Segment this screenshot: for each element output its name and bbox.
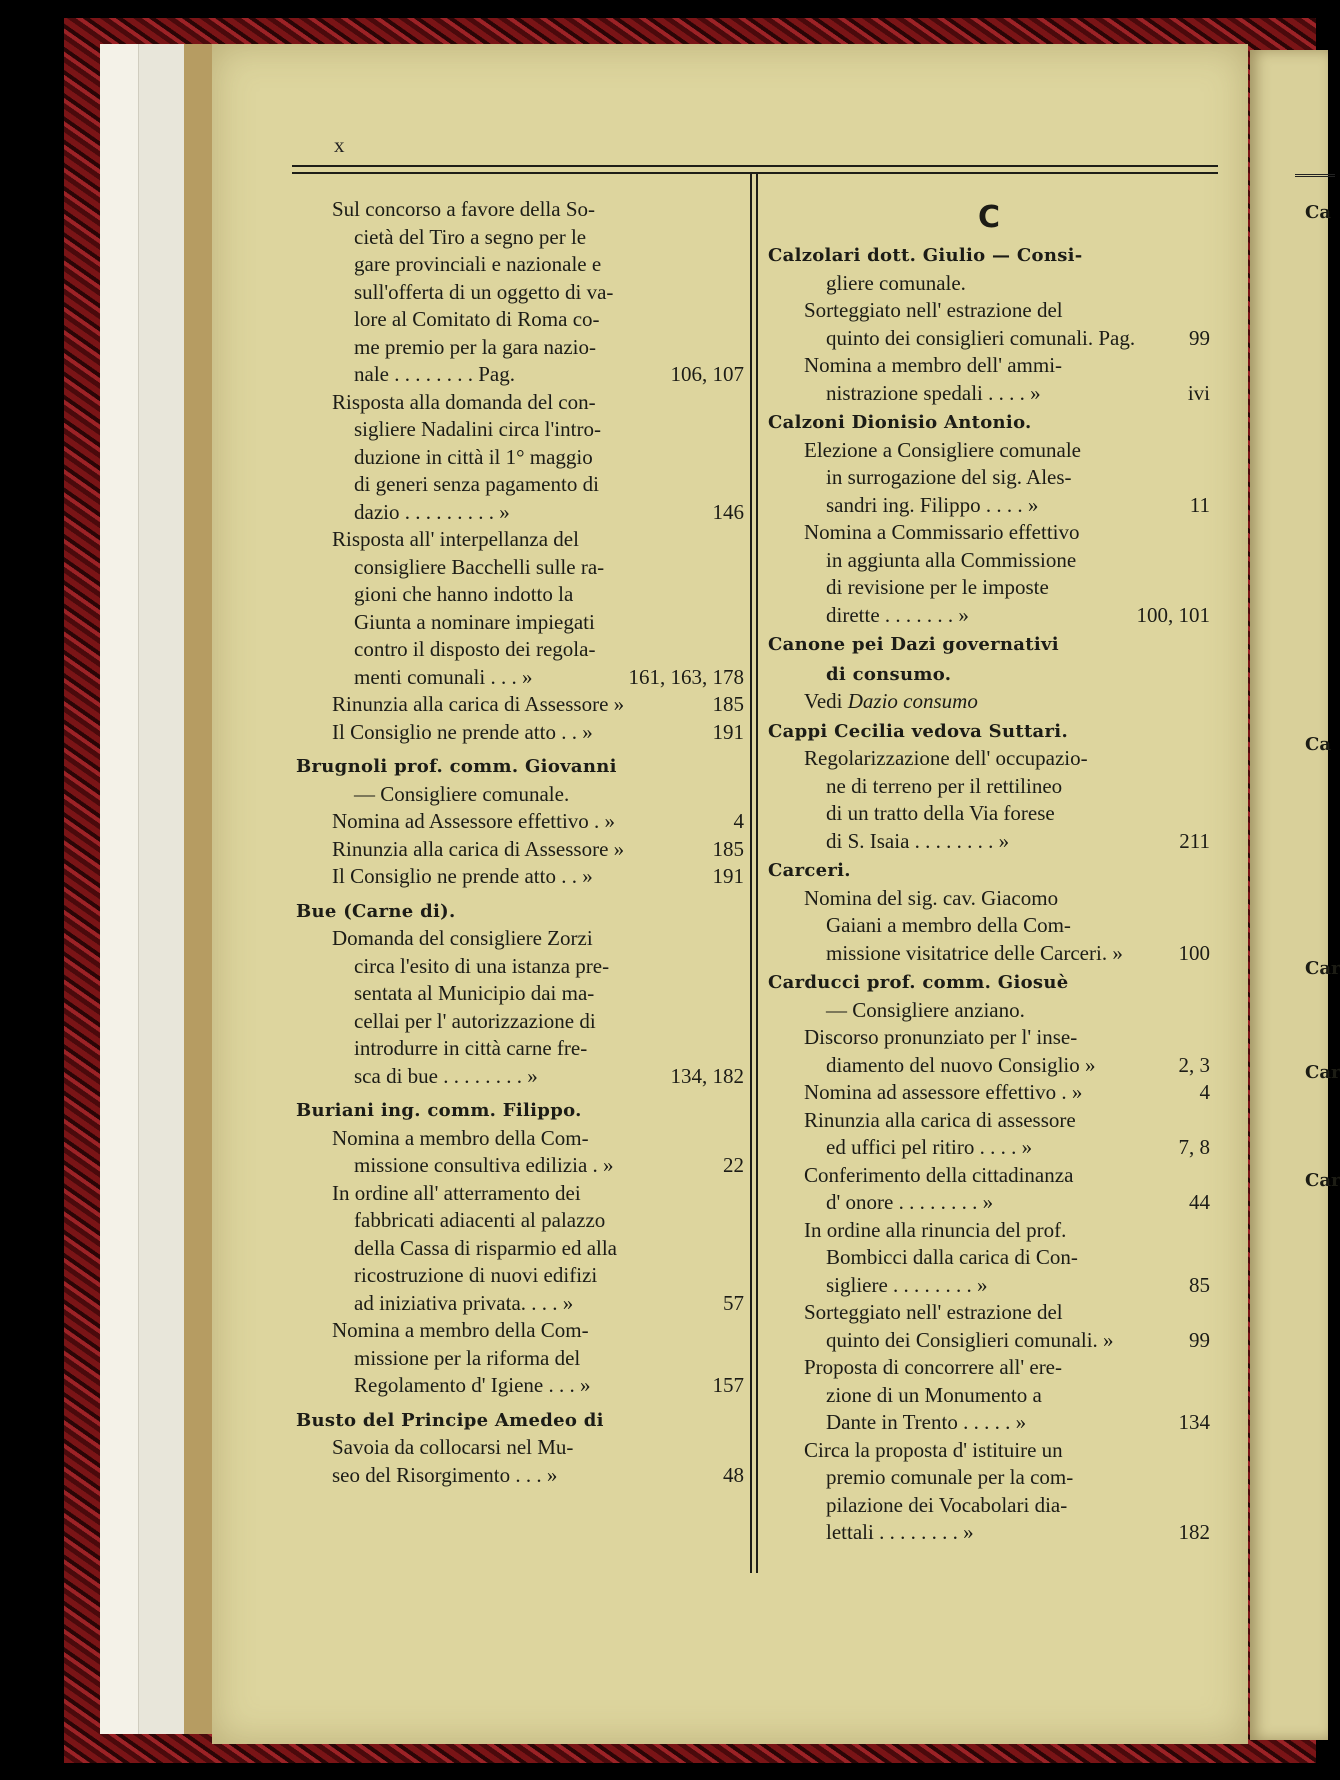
index-entry — [296, 1434, 744, 1462]
index-heading — [768, 409, 1210, 437]
left-index-column — [296, 196, 744, 1489]
entry-text: gioni che hanno indotto la — [354, 582, 574, 606]
entry-text: Regolamento d' Igiene . . . » — [354, 1373, 591, 1397]
entry-text: Proposta di concorrere all' ere- — [804, 1355, 1062, 1379]
index-entry — [768, 940, 1210, 968]
entry-text: Elezione a Consigliere comunale — [804, 437, 1081, 462]
index-entry — [296, 808, 744, 836]
entry-text: Carceri. — [768, 860, 851, 881]
index-entry — [768, 800, 1210, 828]
entry-text: Regolarizzazione dell' occupazio- — [804, 746, 1088, 770]
entry-text: ad iniziativa privata. . . . » — [354, 1290, 574, 1315]
flyleaf-inner — [138, 44, 185, 1734]
page-reference: 11 — [1189, 492, 1210, 517]
index-entry — [296, 251, 744, 279]
entry-text: missione consultiva edilizia . » — [354, 1153, 614, 1177]
index-entry — [768, 602, 1210, 630]
entry-text: sigliere Nadalini circa l'intro- — [354, 417, 601, 441]
page-reference: 191 — [712, 719, 744, 744]
entry-text: in surrogazione del sig. Ales- — [826, 465, 1072, 489]
entry-text: — Consigliere anziano. — [826, 997, 1025, 1022]
index-entry — [296, 306, 744, 334]
page-reference: 100 — [1178, 940, 1210, 965]
entry-text: Buriani ing. comm. Filippo. — [296, 1100, 582, 1121]
entry-text: Sul concorso a favore della So- — [332, 197, 596, 221]
index-entry — [296, 664, 744, 692]
entry-text: diamento del nuovo Consiglio » — [826, 1052, 1096, 1077]
next-page-fragment: Ca — [1305, 734, 1331, 755]
page-reference: 4 — [1199, 1080, 1210, 1104]
section-letter: C — [977, 200, 1001, 235]
entry-text: Carducci prof. comm. Giosuè — [768, 972, 1069, 993]
entry-text: Bombicci dalla carica di Con- — [826, 1245, 1078, 1269]
entry-text: Domanda del consigliere Zorzi — [332, 926, 593, 950]
index-entry — [296, 279, 744, 307]
entry-text: Nomina ad Assessore effettivo . » — [332, 809, 616, 833]
entry-text: Calzoni Dionisio Antonio. — [768, 412, 1032, 433]
index-entry — [296, 1180, 744, 1208]
index-entry — [296, 636, 744, 664]
page-reference: 157 — [712, 1373, 744, 1397]
entry-text: dazio . . . . . . . . . » — [354, 499, 510, 524]
index-entry — [296, 691, 744, 719]
entry-text: missione per la riforma del — [354, 1345, 581, 1370]
entry-text: sull'offerta di un oggetto di va- — [354, 279, 614, 304]
index-heading — [768, 242, 1210, 270]
page-reference: ivi — [1187, 380, 1210, 405]
next-page-fragment: Car — [1305, 958, 1340, 979]
index-entry — [768, 519, 1210, 547]
index-entry — [768, 1299, 1210, 1327]
index-entry — [768, 380, 1210, 408]
index-entry — [296, 1152, 744, 1180]
entry-text: consigliere Bacchelli sulle ra- — [354, 554, 605, 579]
page-reference: 99 — [1189, 325, 1210, 350]
index-entry — [296, 526, 744, 554]
index-heading — [768, 857, 1210, 885]
index-heading — [768, 631, 1210, 659]
index-entry — [768, 1492, 1210, 1520]
index-entry — [768, 270, 1210, 298]
entry-text: Circa la proposta d' istituire un — [804, 1437, 1063, 1462]
index-entry — [768, 1134, 1210, 1162]
page-reference: 7, 8 — [1178, 1135, 1210, 1159]
column-divider — [750, 173, 758, 1573]
entry-text: lettali . . . . . . . . » — [826, 1520, 974, 1544]
entry-text: d' onore . . . . . . . . » — [826, 1190, 994, 1214]
entry-text: duzione in città il 1° maggio — [354, 444, 593, 469]
entry-text: Busto del Principe Amedeo di — [296, 1409, 604, 1431]
index-heading — [768, 661, 1210, 689]
entry-text: Dante in Trento . . . . . » — [826, 1410, 1027, 1434]
entry-text: In ordine alla rinuncia del prof. — [804, 1217, 1067, 1242]
entry-text: lore al Comitato di Roma co- — [354, 307, 600, 331]
page-reference: 85 — [1189, 1272, 1210, 1297]
next-page-fragment: Ca — [1305, 202, 1331, 223]
index-entry — [296, 361, 744, 389]
index-entry — [296, 1035, 744, 1063]
entry-text: della Cassa di risparmio ed alla — [354, 1235, 618, 1260]
index-entry — [768, 1052, 1210, 1080]
entry-text: di consumo. — [826, 663, 952, 685]
entry-text: Sorteggiato nell' estrazione del — [804, 1300, 1063, 1324]
entry-text: circa l'esito di una istanza pre- — [354, 953, 610, 978]
index-entry — [296, 471, 744, 499]
index-entry — [296, 781, 744, 809]
entry-text: ricostruzione di nuovi edifizi — [354, 1263, 598, 1287]
entry-text: di generi senza pagamento di — [354, 472, 599, 496]
page-reference: 2, 3 — [1178, 1052, 1210, 1077]
next-page-fragment: Car — [1305, 1062, 1340, 1083]
page-reference: 146 — [712, 499, 744, 524]
page-reference: 22 — [723, 1153, 744, 1177]
index-entry — [768, 997, 1210, 1025]
entry-text: fabbricati adiacenti al palazzo — [354, 1208, 606, 1232]
page-reference: 99 — [1189, 1327, 1210, 1352]
entry-text: menti comunali . . . » — [354, 664, 533, 689]
entry-text: In ordine all' atterramento dei — [332, 1180, 581, 1205]
next-page-fragment: Car — [1305, 1170, 1340, 1191]
entry-text: nale . . . . . . . . Pag. — [354, 362, 515, 386]
index-entry — [768, 492, 1210, 520]
entry-text: cellai per l' autorizzazione di — [354, 1008, 596, 1033]
index-entry — [296, 980, 744, 1008]
page-reference: 185 — [712, 692, 744, 716]
next-page-edge — [1250, 50, 1340, 1740]
entry-text: Risposta alla domanda del con- — [332, 389, 596, 414]
page-reference: 57 — [723, 1290, 744, 1315]
index-entry — [296, 1125, 744, 1153]
index-entry — [296, 1290, 744, 1318]
index-entry — [296, 444, 744, 472]
index-entry — [296, 499, 744, 527]
entry-text: Risposta all' interpellanza del — [332, 527, 579, 551]
entry-text: zione di un Monumento a — [826, 1382, 1042, 1407]
page-reference: 134, 182 — [670, 1063, 744, 1088]
index-entry — [768, 1189, 1210, 1217]
entry-text: Nomina a Commissario effettivo — [804, 520, 1080, 544]
entry-text: quinto dei Consiglieri comunali. » — [826, 1327, 1114, 1352]
index-entry — [768, 828, 1210, 856]
entry-text: Cappi Cecilia vedova Suttari. — [768, 720, 1069, 742]
index-entry — [768, 574, 1210, 602]
index-entry — [768, 1519, 1210, 1547]
entry-text: introdurre in città carne fre- — [354, 1036, 588, 1060]
index-entry — [768, 352, 1210, 380]
index-entry — [296, 953, 744, 981]
entry-text: contro il disposto dei regola- — [354, 637, 596, 661]
index-entry — [768, 297, 1210, 325]
entry-text: gliere comunale. — [826, 270, 966, 295]
index-entry — [768, 1382, 1210, 1410]
entry-text: dirette . . . . . . . » — [826, 602, 969, 627]
index-entry — [768, 1107, 1210, 1135]
entry-text: Brugnoli prof. comm. Giovanni — [296, 756, 617, 777]
index-entry — [768, 547, 1210, 575]
entry-text: sigliere . . . . . . . . » — [826, 1272, 988, 1297]
index-entry — [768, 1327, 1210, 1355]
entry-text: Canone pei Dazi governativi — [768, 634, 1059, 655]
index-entry — [296, 1345, 744, 1373]
next-page-rule — [1295, 174, 1335, 177]
entry-text: Rinunzia alla carica di assessore — [804, 1107, 1076, 1132]
index-entry — [296, 1207, 744, 1235]
entry-text: premio comunale per la com- — [826, 1465, 1074, 1489]
index-entry — [296, 836, 744, 864]
index-heading — [768, 969, 1210, 997]
entry-text: di revisione per le imposte — [826, 575, 1049, 599]
index-entry — [296, 389, 744, 417]
entry-text: me premio per la gara nazio- — [354, 334, 596, 359]
index-heading — [296, 898, 744, 926]
index-entry — [296, 863, 744, 891]
entry-text: gare provinciali e nazionale e — [354, 252, 602, 276]
entry-text: Il Consiglio ne prende atto . . » — [332, 719, 593, 744]
index-entry — [768, 745, 1210, 773]
entry-text: missione visitatrice delle Carceri. » — [826, 940, 1123, 965]
index-entry — [296, 196, 744, 224]
index-entry — [768, 1354, 1210, 1382]
page-reference: 44 — [1189, 1190, 1210, 1214]
index-entry — [768, 912, 1210, 940]
index-heading — [296, 753, 744, 781]
entry-text: Conferimento della cittadinanza — [804, 1162, 1074, 1187]
entry-text: Rinunzia alla carica di Assessore » — [332, 836, 625, 861]
index-entry — [296, 554, 744, 582]
entry-text: Nomina ad assessore effettivo . » — [804, 1080, 1083, 1104]
page-reference: 100, 101 — [1136, 602, 1210, 627]
index-entry — [296, 925, 744, 953]
index-entry — [768, 1217, 1210, 1245]
entry-text: ne di terreno per il rettilineo — [826, 773, 1063, 798]
entry-text: Rinunzia alla carica di Assessore » — [332, 692, 625, 716]
index-entry — [768, 688, 1210, 716]
entry-text: Nomina a membro della Com- — [332, 1125, 589, 1150]
entry-text: Sorteggiato nell' estrazione del — [804, 298, 1063, 322]
index-entry — [768, 1244, 1210, 1272]
index-entry — [768, 1409, 1210, 1437]
index-entry — [296, 416, 744, 444]
entry-text: Calzolari dott. Giulio — Consi- — [768, 245, 1083, 266]
index-entry — [768, 325, 1210, 353]
entry-text: Giunta a nominare impiegati — [354, 609, 595, 634]
entry-text: — Consigliere comunale. — [354, 781, 570, 806]
page-reference: 48 — [723, 1462, 744, 1487]
index-entry — [768, 1162, 1210, 1190]
page-reference: 106, 107 — [670, 362, 744, 386]
index-entry — [296, 719, 744, 747]
index-entry — [296, 1462, 744, 1490]
index-entry — [296, 1063, 744, 1091]
entry-text: Nomina a membro dell' ammi- — [804, 353, 1063, 377]
entry-text: sca di bue . . . . . . . . » — [354, 1063, 538, 1088]
entry-text: sentata al Municipio dai ma- — [354, 981, 595, 1005]
index-heading — [768, 718, 1210, 746]
entry-text: sandri ing. Filippo . . . . » — [826, 492, 1039, 517]
entry-text: ed uffici pel ritiro . . . . » — [826, 1135, 1033, 1159]
index-entry — [768, 1079, 1210, 1107]
entry-text: Il Consiglio ne prende atto . . » — [332, 864, 593, 888]
page-reference: 182 — [1178, 1520, 1210, 1544]
index-entry — [296, 609, 744, 637]
page-reference: 161, 163, 178 — [628, 664, 744, 689]
entry-text: Nomina del sig. cav. Giacomo — [804, 885, 1059, 910]
index-entry — [296, 334, 744, 362]
index-entry — [296, 1262, 744, 1290]
index-entry — [296, 581, 744, 609]
entry-text: di un tratto della Via forese — [826, 801, 1055, 825]
right-index-column — [768, 196, 1210, 1547]
index-entry — [768, 464, 1210, 492]
page-reference: 134 — [1178, 1410, 1210, 1434]
entry-text: Gaiani a membro della Com- — [826, 913, 1071, 937]
index-entry — [768, 1464, 1210, 1492]
entry-text: pilazione dei Vocabolari dia- — [826, 1492, 1068, 1517]
index-entry — [296, 224, 744, 252]
index-entry — [296, 1317, 744, 1345]
page-reference: 4 — [733, 809, 744, 833]
cross-reference: Dazio consumo — [847, 689, 978, 713]
page-number: x — [334, 133, 345, 157]
entry-text: Vedi — [804, 689, 843, 713]
entry-text: quinto dei consiglieri comunali. Pag. — [826, 325, 1136, 350]
page-reference: 191 — [712, 864, 744, 888]
page-reference: 185 — [712, 836, 744, 861]
page-reference: 211 — [1179, 828, 1210, 853]
index-entry — [768, 1024, 1210, 1052]
entry-text: nistrazione spedali . . . . » — [826, 380, 1041, 405]
index-entry — [296, 1235, 744, 1263]
index-entry — [296, 1372, 744, 1400]
entry-text: Discorso pronunziato per l' inse- — [804, 1025, 1078, 1049]
index-heading — [296, 1407, 744, 1435]
index-entry — [768, 1437, 1210, 1465]
entry-text: in aggiunta alla Commissione — [826, 547, 1077, 572]
entry-text: Bue (Carne di). — [296, 900, 456, 922]
index-entry — [296, 1008, 744, 1036]
index-entry — [768, 1272, 1210, 1300]
entry-text: Savoia da collocarsi nel Mu- — [332, 1435, 574, 1459]
index-entry — [768, 885, 1210, 913]
index-entry — [768, 773, 1210, 801]
index-entry — [768, 437, 1210, 465]
entry-text: seo del Risorgimento . . . » — [332, 1462, 558, 1487]
index-heading — [296, 1097, 744, 1125]
entry-text: Nomina a membro della Com- — [332, 1318, 589, 1342]
entry-text: cietà del Tiro a segno per le — [354, 224, 587, 249]
entry-text: di S. Isaia . . . . . . . . » — [826, 828, 1010, 853]
